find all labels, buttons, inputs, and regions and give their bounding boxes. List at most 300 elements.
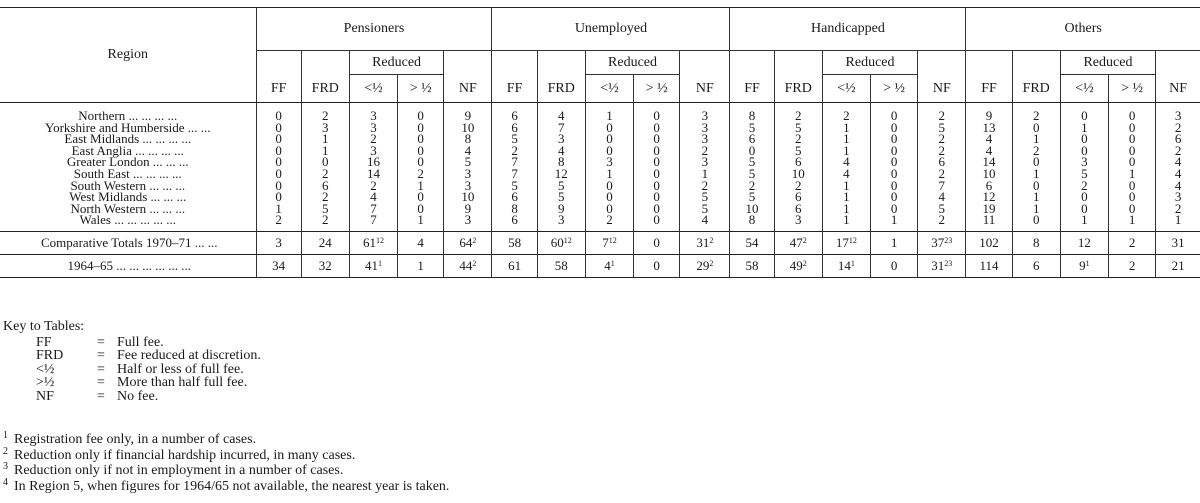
total-value: 49 — [789, 258, 803, 274]
value-cell: 2 — [1156, 145, 1200, 157]
value-cell: 9 — [444, 103, 492, 122]
value-cell: 3 — [680, 156, 730, 168]
total-value-cell — [822, 254, 870, 277]
key-equals: = — [97, 348, 105, 364]
group-header-unemployed: Unemployed — [492, 8, 730, 51]
col-header-ff: FF — [492, 75, 537, 103]
value-cell: 3 — [444, 168, 492, 180]
total-value: 1 — [890, 235, 898, 251]
col-header-more-than-half: > ½ — [871, 75, 918, 103]
value-cell: 5 — [492, 180, 537, 192]
value-cell: 6 — [301, 180, 349, 192]
col-header-half-or-less: <½ — [822, 75, 870, 103]
value-cell: 7 — [537, 122, 585, 134]
region-name: East Midlands — [64, 131, 140, 147]
leader-dots: ... ... ... ... ... ... — [116, 258, 192, 274]
value-cell: 0 — [1108, 145, 1155, 157]
footnotes — [3, 432, 449, 494]
col-header-frd: FRD — [301, 75, 349, 103]
key-equals: = — [97, 361, 105, 377]
key-item — [3, 349, 261, 363]
value-cell: 7 — [349, 214, 397, 231]
total-value-cell — [256, 231, 301, 254]
value-cell: 0 — [585, 122, 633, 134]
footnote-number: 4 — [3, 476, 8, 488]
leader-dots: ... ... ... ... — [133, 165, 182, 181]
total-value: 31 — [1171, 235, 1185, 251]
value-cell: 1 — [822, 214, 870, 231]
col-header-ff: FF — [730, 75, 774, 103]
col-header-half-or-less: <½ — [585, 75, 633, 103]
total-value-cell — [730, 231, 774, 254]
value-cell: 5 — [774, 122, 822, 134]
total-value: 2 — [1128, 258, 1136, 274]
value-cell: 7 — [492, 156, 537, 168]
value-cell: 4 — [1156, 168, 1200, 180]
footnote-ref: 2 — [802, 259, 807, 269]
footnote-ref: 2 — [472, 259, 477, 269]
value-cell: 0 — [871, 168, 918, 180]
footnote-ref: 12 — [563, 236, 572, 246]
value-cell: 4 — [1156, 156, 1200, 168]
total-value: 58 — [554, 258, 568, 274]
value-cell: 5 — [774, 145, 822, 157]
totals-row — [0, 231, 1200, 254]
value-cell: 3 — [680, 122, 730, 134]
total-value: 4 — [604, 258, 611, 274]
total-value: 1 — [417, 258, 424, 274]
value-cell: 3 — [349, 103, 397, 122]
value-cell: 14 — [349, 168, 397, 180]
leader-dots: ... ... ... — [150, 189, 187, 205]
value-cell: 5 — [1060, 168, 1108, 180]
value-cell: 2 — [1156, 122, 1200, 134]
value-cell: 1 — [822, 145, 870, 157]
value-cell: 0 — [398, 103, 444, 122]
value-cell: 1 — [1060, 214, 1108, 231]
value-cell: 2 — [301, 191, 349, 203]
total-value: 54 — [745, 235, 759, 251]
total-value-cell — [1012, 254, 1060, 277]
total-value-cell — [1156, 254, 1200, 277]
region-header: Region — [0, 8, 256, 103]
value-cell: 1 — [822, 122, 870, 134]
total-value: 60 — [550, 235, 564, 251]
totals-label-cell — [0, 231, 256, 254]
region-name: South Western — [70, 177, 147, 193]
value-cell: 0 — [398, 145, 444, 157]
value-cell: 0 — [1012, 214, 1060, 231]
value-cell: 1 — [398, 214, 444, 231]
key-item — [3, 363, 261, 377]
value-cell: 0 — [585, 133, 633, 145]
value-cell: 0 — [871, 103, 918, 122]
value-cell: 0 — [1012, 156, 1060, 168]
value-cell: 7 — [349, 203, 397, 215]
total-value-cell — [537, 231, 585, 254]
col-header-half-or-less: <½ — [349, 75, 397, 103]
value-cell: 0 — [1108, 156, 1155, 168]
col-header-frd: FRD — [1012, 75, 1060, 103]
footnote-ref: 12 — [608, 236, 617, 246]
total-value: 102 — [979, 235, 999, 251]
value-cell: 6 — [492, 214, 537, 231]
value-cell: 0 — [730, 145, 774, 157]
total-value-cell — [301, 231, 349, 254]
value-cell: 5 — [444, 156, 492, 168]
value-cell: 2 — [680, 180, 730, 192]
value-cell: 0 — [1108, 180, 1155, 192]
key-abbr: <½ — [36, 361, 55, 377]
value-cell: 6 — [730, 133, 774, 145]
value-cell: 2 — [301, 168, 349, 180]
footnote — [3, 476, 450, 495]
totals-label: 1964–65 — [67, 258, 114, 274]
value-cell: 0 — [634, 168, 680, 180]
footnote-text: Registration fee only, in a number of cases. — [14, 432, 257, 447]
total-value: 44 — [459, 258, 473, 274]
total-value-cell — [918, 231, 966, 254]
value-cell: 0 — [585, 180, 633, 192]
key-text: Fee reduced at discretion. — [117, 348, 261, 364]
total-value-cell — [634, 254, 680, 277]
total-value-cell — [966, 254, 1012, 277]
value-cell: 3 — [1060, 156, 1108, 168]
total-value-cell — [680, 254, 730, 277]
value-cell: 0 — [1060, 133, 1108, 145]
value-cell: 4 — [537, 145, 585, 157]
value-cell: 4 — [680, 214, 730, 231]
value-cell: 0 — [634, 133, 680, 145]
value-cell: 8 — [492, 203, 537, 215]
total-value: 41 — [364, 258, 378, 274]
value-cell: 4 — [444, 145, 492, 157]
total-value-cell — [1156, 231, 1200, 254]
value-cell: 4 — [1156, 180, 1200, 192]
total-value-cell — [444, 254, 492, 277]
value-cell: 5 — [301, 203, 349, 215]
total-value: 32 — [318, 258, 332, 274]
value-cell: 1 — [1012, 133, 1060, 145]
value-cell: 10 — [730, 203, 774, 215]
value-cell: 5 — [492, 133, 537, 145]
key-text: More than half full fee. — [117, 375, 248, 391]
value-cell: 0 — [1060, 145, 1108, 157]
footnote-text: Reduction only if not in employment in a number of cases. — [14, 463, 344, 479]
total-value: 0 — [890, 258, 898, 274]
value-cell: 0 — [871, 203, 918, 215]
table-row — [0, 203, 1200, 215]
value-cell: 1 — [680, 168, 730, 180]
footnote-text: In Region 5, when figures for 1964/65 not available, the nearest year is taken. — [14, 478, 450, 494]
value-cell: 16 — [349, 156, 397, 168]
totals-label: Comparative Totals 1970–71 — [41, 235, 192, 251]
key-text: Full fee. — [117, 334, 164, 350]
value-cell: 5 — [730, 122, 774, 134]
footnote — [3, 432, 449, 448]
value-cell: 2 — [774, 180, 822, 192]
col-header-nf: NF — [444, 75, 492, 103]
total-value: 29 — [696, 258, 710, 274]
key-equals: = — [97, 388, 105, 404]
total-value-cell — [966, 231, 1012, 254]
value-cell: 0 — [871, 191, 918, 203]
key-text: No fee. — [117, 388, 159, 404]
table-row — [0, 214, 1200, 231]
col-header-ff: FF — [966, 75, 1012, 103]
value-cell: 0 — [398, 122, 444, 134]
region-name: Northern — [78, 108, 126, 123]
value-cell: 4 — [966, 145, 1012, 157]
total-value-cell — [634, 231, 680, 254]
group-header-handicapped: Handicapped — [730, 8, 966, 51]
group-header-pensioners: Pensioners — [256, 8, 492, 51]
value-cell: 0 — [256, 180, 301, 192]
value-cell: 6 — [492, 122, 537, 134]
col-header-more-than-half: > ½ — [1108, 75, 1155, 103]
total-value-cell — [1012, 231, 1060, 254]
value-cell: 2 — [918, 168, 966, 180]
total-value-cell — [822, 231, 870, 254]
value-cell: 0 — [634, 156, 680, 168]
total-value-cell — [1060, 254, 1108, 277]
total-value-cell — [680, 231, 730, 254]
leader-dots: ... ... ... ... — [142, 131, 192, 147]
value-cell: 0 — [1108, 133, 1155, 145]
value-cell: 0 — [585, 145, 633, 157]
value-cell: 10 — [774, 168, 822, 180]
value-cell: 1 — [1108, 214, 1155, 231]
value-cell: 0 — [256, 168, 301, 180]
value-cell: 14 — [966, 156, 1012, 168]
footnote — [3, 445, 449, 464]
total-value-cell — [301, 254, 349, 277]
total-value: 9 — [1079, 258, 1086, 274]
reduced-header: Reduced — [1060, 51, 1155, 75]
col-header-nf: NF — [680, 75, 730, 103]
value-cell: 4 — [349, 191, 397, 203]
key-abbr: FRD — [36, 348, 64, 364]
region-name-cell — [0, 214, 256, 231]
col-header-frd: FRD — [774, 75, 822, 103]
value-cell: 6 — [774, 203, 822, 215]
value-cell: 0 — [634, 203, 680, 215]
total-value: 21 — [1171, 258, 1185, 274]
value-cell: 13 — [966, 122, 1012, 134]
col-header-frd: FRD — [537, 75, 585, 103]
value-cell: 5 — [730, 156, 774, 168]
key-text: Half or less of full fee. — [117, 361, 244, 377]
col-header-more-than-half: > ½ — [634, 75, 680, 103]
value-cell: 0 — [1012, 122, 1060, 134]
value-cell: 6 — [1156, 133, 1200, 145]
value-cell: 2 — [585, 214, 633, 231]
total-value: 12 — [1077, 235, 1091, 251]
value-cell: 19 — [966, 203, 1012, 215]
total-value: 114 — [979, 258, 999, 274]
value-cell: 0 — [585, 203, 633, 215]
total-value: 58 — [745, 258, 759, 274]
value-cell: 0 — [398, 156, 444, 168]
total-value-cell — [918, 254, 966, 277]
value-cell: 8 — [730, 214, 774, 231]
footnote-ref: 23 — [944, 259, 953, 269]
total-value-cell — [349, 231, 397, 254]
value-cell: 2 — [1156, 203, 1200, 215]
value-cell: 1 — [822, 203, 870, 215]
value-cell: 0 — [1108, 122, 1155, 134]
value-cell: 0 — [585, 191, 633, 203]
value-cell: 0 — [256, 103, 301, 122]
value-cell: 0 — [1012, 180, 1060, 192]
totals-row — [0, 254, 1200, 277]
value-cell: 10 — [444, 122, 492, 134]
value-cell: 1 — [871, 214, 918, 231]
value-cell: 8 — [537, 156, 585, 168]
value-cell: 8 — [730, 103, 774, 122]
value-cell: 9 — [444, 203, 492, 215]
value-cell: 0 — [256, 133, 301, 145]
value-cell: 0 — [634, 191, 680, 203]
value-cell: 5 — [537, 191, 585, 203]
total-value: 24 — [318, 235, 332, 251]
region-name: East Anglia — [71, 142, 132, 158]
value-cell: 2 — [774, 133, 822, 145]
value-cell: 0 — [1108, 191, 1155, 203]
leader-dots: ... ... ... ... — [128, 108, 178, 123]
value-cell: 4 — [822, 168, 870, 180]
value-cell: 0 — [256, 156, 301, 168]
total-value: 47 — [789, 235, 803, 251]
region-name: Greater London — [66, 154, 150, 170]
value-cell: 8 — [444, 133, 492, 145]
value-cell: 0 — [256, 191, 301, 203]
total-value-cell — [537, 254, 585, 277]
footnote-ref: 2 — [709, 259, 714, 269]
total-value: 0 — [653, 258, 660, 274]
value-cell: 1 — [301, 133, 349, 145]
region-name: North Western — [70, 200, 147, 216]
total-value: 2 — [1128, 235, 1136, 251]
total-value-cell — [492, 254, 537, 277]
key-item — [3, 390, 261, 404]
value-cell: 4 — [537, 103, 585, 122]
footnote-number: 3 — [3, 461, 8, 473]
value-cell: 0 — [1060, 103, 1108, 122]
total-value: 58 — [508, 235, 522, 251]
value-cell: 1 — [1156, 214, 1200, 231]
leader-dots: ... ... ... — [152, 154, 189, 170]
value-cell: 1 — [301, 145, 349, 157]
total-value: 31 — [931, 258, 945, 274]
total-value-cell — [871, 254, 918, 277]
key-title: Key to Tables: — [3, 319, 85, 334]
key-to-tables — [3, 320, 261, 404]
fees-table — [0, 7, 1200, 278]
value-cell: 3 — [537, 214, 585, 231]
footnote-number: 2 — [3, 445, 8, 457]
value-cell: 11 — [966, 214, 1012, 231]
key-equals: = — [97, 334, 105, 350]
value-cell: 3 — [444, 180, 492, 192]
value-cell: 3 — [349, 122, 397, 134]
value-cell: 0 — [634, 122, 680, 134]
total-value-cell — [256, 254, 301, 277]
value-cell: 0 — [871, 145, 918, 157]
value-cell: 1 — [1108, 168, 1155, 180]
value-cell: 0 — [301, 156, 349, 168]
value-cell: 6 — [918, 156, 966, 168]
value-cell: 10 — [966, 168, 1012, 180]
key-abbr: NF — [36, 388, 54, 404]
value-cell: 3 — [774, 214, 822, 231]
value-cell: 2 — [774, 103, 822, 122]
reduced-header: Reduced — [822, 51, 917, 75]
total-value-cell — [871, 231, 918, 254]
value-cell: 0 — [634, 214, 680, 231]
footnote-ref: 12 — [848, 236, 857, 246]
value-cell: 2 — [301, 214, 349, 231]
value-cell: 1 — [1012, 203, 1060, 215]
value-cell: 2 — [492, 145, 537, 157]
value-cell: 2 — [730, 180, 774, 192]
value-cell: 2 — [918, 214, 966, 231]
total-value-cell — [492, 231, 537, 254]
total-value-cell — [774, 254, 822, 277]
total-value: 7 — [602, 235, 609, 251]
value-cell: 4 — [966, 133, 1012, 145]
key-abbr: >½ — [36, 375, 55, 391]
value-cell: 1 — [585, 168, 633, 180]
value-cell: 1 — [585, 103, 633, 122]
value-cell: 1 — [1012, 191, 1060, 203]
value-cell: 0 — [634, 180, 680, 192]
value-cell: 5 — [918, 122, 966, 134]
total-value: 64 — [459, 235, 473, 251]
total-value-cell — [398, 254, 444, 277]
value-cell: 5 — [730, 191, 774, 203]
footnote-ref: 12 — [375, 236, 384, 246]
value-cell: 0 — [634, 145, 680, 157]
value-cell: 2 — [918, 133, 966, 145]
value-cell: 12 — [537, 168, 585, 180]
value-cell: 0 — [871, 156, 918, 168]
value-cell: 1 — [256, 203, 301, 215]
totals-label-cell — [0, 254, 256, 277]
key-abbr: FF — [36, 334, 52, 350]
value-cell: 2 — [918, 103, 966, 122]
total-value-cell — [585, 231, 633, 254]
total-value: 61 — [508, 258, 522, 274]
value-cell: 2 — [822, 103, 870, 122]
footnote-ref: 1 — [610, 259, 615, 269]
total-value-cell — [444, 231, 492, 254]
value-cell: 0 — [871, 133, 918, 145]
total-value: 0 — [653, 235, 660, 251]
value-cell: 6 — [774, 191, 822, 203]
value-cell: 3 — [537, 133, 585, 145]
value-cell: 2 — [256, 214, 301, 231]
col-header-nf: NF — [1156, 75, 1200, 103]
value-cell: 0 — [1108, 203, 1155, 215]
value-cell: 3 — [301, 122, 349, 134]
value-cell: 12 — [966, 191, 1012, 203]
total-value: 4 — [417, 235, 424, 251]
footnote-number: 1 — [3, 430, 8, 441]
value-cell: 0 — [398, 203, 444, 215]
footnote-ref: 2 — [709, 236, 714, 246]
value-cell: 1 — [822, 180, 870, 192]
